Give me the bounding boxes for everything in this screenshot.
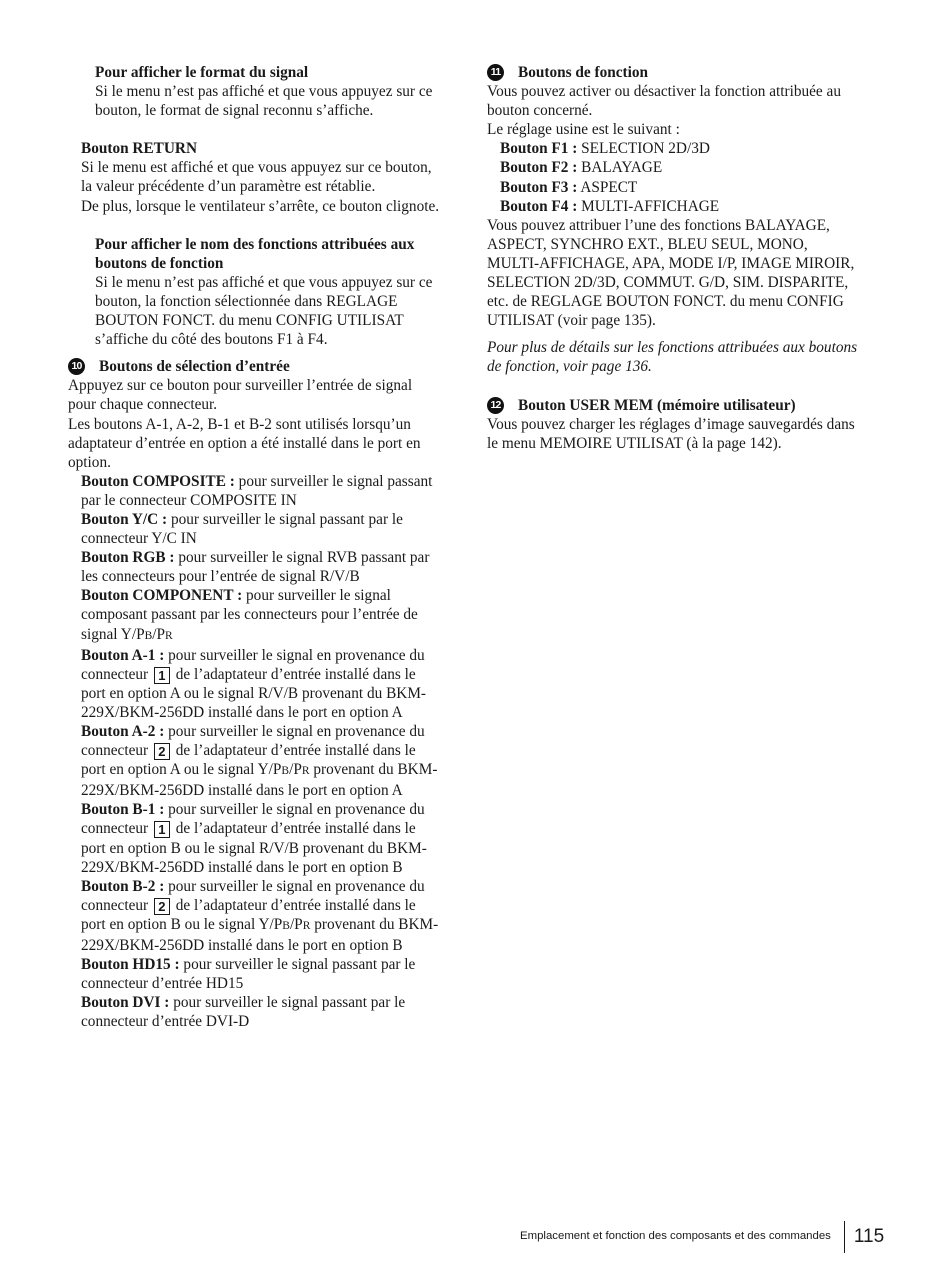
item-text: provenant du BKM-229X/BKM-256DD installé dans le port en option B — [81, 915, 439, 955]
connector-number-box: 1 — [154, 821, 170, 838]
list-item-yc — [81, 510, 442, 548]
slash-p: /P — [289, 915, 303, 933]
subscript-b: B — [281, 765, 290, 778]
subscript-r: R — [302, 919, 311, 932]
list-item-a1 — [81, 646, 442, 722]
item-label: Bouton COMPOSITE : — [81, 472, 235, 490]
list-item-f3 — [500, 178, 863, 197]
item-label: Bouton COMPONENT : — [81, 587, 243, 605]
slash-p: /P — [289, 761, 302, 779]
item-label: Bouton F3 : — [500, 178, 578, 196]
return-button-heading: Bouton RETURN — [81, 140, 198, 158]
section-number-badge: 12 — [487, 397, 504, 414]
connector-number-box: 2 — [154, 898, 170, 915]
item-label: Bouton DVI : — [81, 994, 170, 1012]
return-button-body-fan: De plus, lorsque le ventilateur s’arrête, ce bouton clignote. — [81, 197, 440, 215]
page-footer — [520, 1222, 884, 1252]
list-item-component — [81, 586, 442, 645]
item-text: provenant du BKM-229X/BKM-256DD installé dans le port en option A — [81, 761, 438, 800]
section-12-heading — [487, 396, 863, 415]
section-10-heading — [68, 357, 442, 376]
list-item-b2 — [81, 877, 442, 955]
item-label: Bouton A-2 : — [81, 723, 165, 740]
section-12-body: Vous pouvez charger les réglages d’image sauvegardés dans le menu MEMOIRE UTILISAT (à la page 142). — [487, 415, 855, 452]
list-item-f2 — [500, 158, 863, 177]
item-label: Bouton RGB : — [81, 549, 175, 567]
item-text: pour surveiller le signal en provenance du connecteur — [81, 646, 425, 683]
item-label: Bouton F1 : — [500, 140, 578, 158]
function-names-block — [68, 235, 442, 350]
signal-format-heading: Pour afficher le format du signal — [95, 64, 309, 81]
section-11-title: Boutons de fonction — [518, 64, 649, 81]
section-10-title: Boutons de sélection d’entrée — [99, 358, 290, 376]
return-button-block — [68, 139, 442, 215]
item-text: pour surveiller le signal en provenance du connecteur — [81, 723, 425, 760]
list-item-composite — [81, 472, 442, 510]
list-item-f4 — [500, 197, 863, 216]
item-text: BALAYAGE — [577, 159, 663, 177]
list-item-a2 — [81, 722, 442, 800]
section-11 — [487, 63, 863, 377]
subscript-b: B — [144, 629, 153, 642]
item-text: pour surveiller le signal passant par le connecteur COMPOSITE IN — [81, 472, 433, 509]
page-number: 115 — [853, 1226, 885, 1248]
list-item-hd15 — [81, 955, 442, 993]
section-10-intro-options: Les boutons A-1, A-2, B-1 et B-2 sont utilisés lorsqu’un adaptateur d’entrée en option a été installé dans le port en option. — [68, 415, 421, 471]
section-10 — [68, 357, 442, 1031]
section-11-factory-setting: Le réglage usine est le suivant : — [487, 121, 680, 139]
item-text: MULTI-AFFICHAGE — [577, 197, 720, 215]
item-text: pour surveiller le signal RVB passant par les connecteurs pour l’entrée de signal R/V/B — [81, 549, 430, 586]
signal-format-body: Si le menu n’est pas affiché et que vous appuyez sur ce bouton, le format de signal reconnu s’affiche. — [95, 83, 433, 120]
item-text: pour surveiller le signal en provenance du connecteur — [81, 877, 425, 914]
section-11-heading — [487, 63, 863, 82]
item-label: Bouton B-2 : — [81, 877, 165, 895]
item-label: Bouton Y/C : — [81, 510, 168, 528]
list-item-b1 — [81, 800, 442, 876]
function-names-body: Si le menu n’est pas affiché et que vous appuyez sur ce bouton, la fonction sélectionnée dans REGLAGE BOUTON FONCT. du menu CONFIG UTILISAT s’affiche du côté des boutons F1 à F4. — [95, 273, 433, 349]
subscript-b: B — [282, 919, 290, 932]
item-text: de l’adaptateur d’entrée installé dans le port en option A ou le signal R/V/B provenant du BKM-229X/BKM-256DD installé dans le port en option A — [81, 665, 427, 721]
item-text: SELECTION 2D/3D — [577, 140, 710, 158]
section-12 — [487, 396, 863, 453]
item-text: pour surveiller le signal passant par le connecteur d’entrée HD15 — [81, 956, 416, 993]
footer-divider — [844, 1221, 845, 1253]
right-column — [487, 63, 863, 453]
section-11-intro: Vous pouvez activer ou désactiver la fonction attribuée au bouton concerné. — [487, 83, 841, 120]
section-number-badge: 11 — [487, 64, 504, 81]
item-label: Bouton A-1 : — [81, 646, 165, 664]
slash-p: /P — [152, 625, 166, 643]
section-number-badge: 10 — [68, 358, 85, 375]
item-text: de l’adaptateur d’entrée installé dans le port en option B ou le signal R/V/B provenant du BKM-229X/BKM-256DD installé dans le port en option B — [81, 820, 427, 876]
item-text: de l’adaptateur d’entrée installé dans le port en option A ou le signal Y/P — [81, 742, 416, 779]
item-text: pour surveiller le signal passant par le connecteur d’entrée DVI-D — [81, 994, 406, 1031]
function-buttons-list — [487, 139, 863, 215]
signal-format-block — [68, 63, 442, 120]
connector-number-box: 1 — [154, 667, 170, 684]
section-12-title: Bouton USER MEM (mémoire utilisateur) — [518, 396, 796, 414]
list-item-f1 — [500, 139, 863, 158]
subscript-r: R — [165, 629, 173, 642]
list-item-dvi — [81, 993, 442, 1031]
footer-chapter-title: Emplacement et fonction des composants et des commandes — [520, 1230, 831, 1243]
item-text: ASPECT — [577, 178, 638, 196]
subscript-r: R — [301, 765, 310, 778]
return-button-body: Si le menu est affiché et que vous appuyez sur ce bouton, la valeur précédente d’un paramètre est rétablie. — [81, 159, 432, 196]
input-buttons-list — [68, 472, 442, 1032]
item-text: de l’adaptateur d’entrée installé dans le port en option B ou le signal Y/P — [81, 896, 416, 933]
left-column — [68, 63, 442, 1032]
item-text: pour surveiller le signal composant passant par les connecteurs pour l’entrée de signal Y/P — [81, 587, 418, 643]
list-item-rgb — [81, 548, 442, 586]
section-10-intro: Appuyez sur ce bouton pour surveiller l’entrée de signal pour chaque connecteur. — [68, 377, 413, 414]
connector-number-box: 2 — [154, 743, 170, 760]
section-11-note: Pour plus de détails sur les fonctions attribuées aux boutons de fonction, voir page 136. — [487, 339, 858, 376]
section-11-assign-text: Vous pouvez attribuer l’une des fonctions BALAYAGE, ASPECT, SYNCHRO EXT., BLEU SEUL, MONO, MULTI-AFFICHAGE, APA, MODE I/P, IMAGE MIROIR, SELECTION 2D/3D, COMMUT. G/D, SIM. DISPARITE, etc. de REGLAGE BOUTON FONCT. du menu CONFIG UTILISAT (voir page 135). — [487, 216, 855, 330]
item-text: pour surveiller le signal en provenance du connecteur — [81, 801, 425, 838]
item-label: Bouton F2 : — [500, 159, 578, 177]
item-label: Bouton B-1 : — [81, 801, 165, 819]
item-label: Bouton HD15 : — [81, 956, 180, 974]
item-text: pour surveiller le signal passant par le connecteur Y/C IN — [81, 510, 403, 548]
function-names-heading: Pour afficher le nom des fonctions attribuées aux boutons de fonction — [95, 235, 415, 272]
item-label: Bouton F4 : — [500, 197, 578, 215]
